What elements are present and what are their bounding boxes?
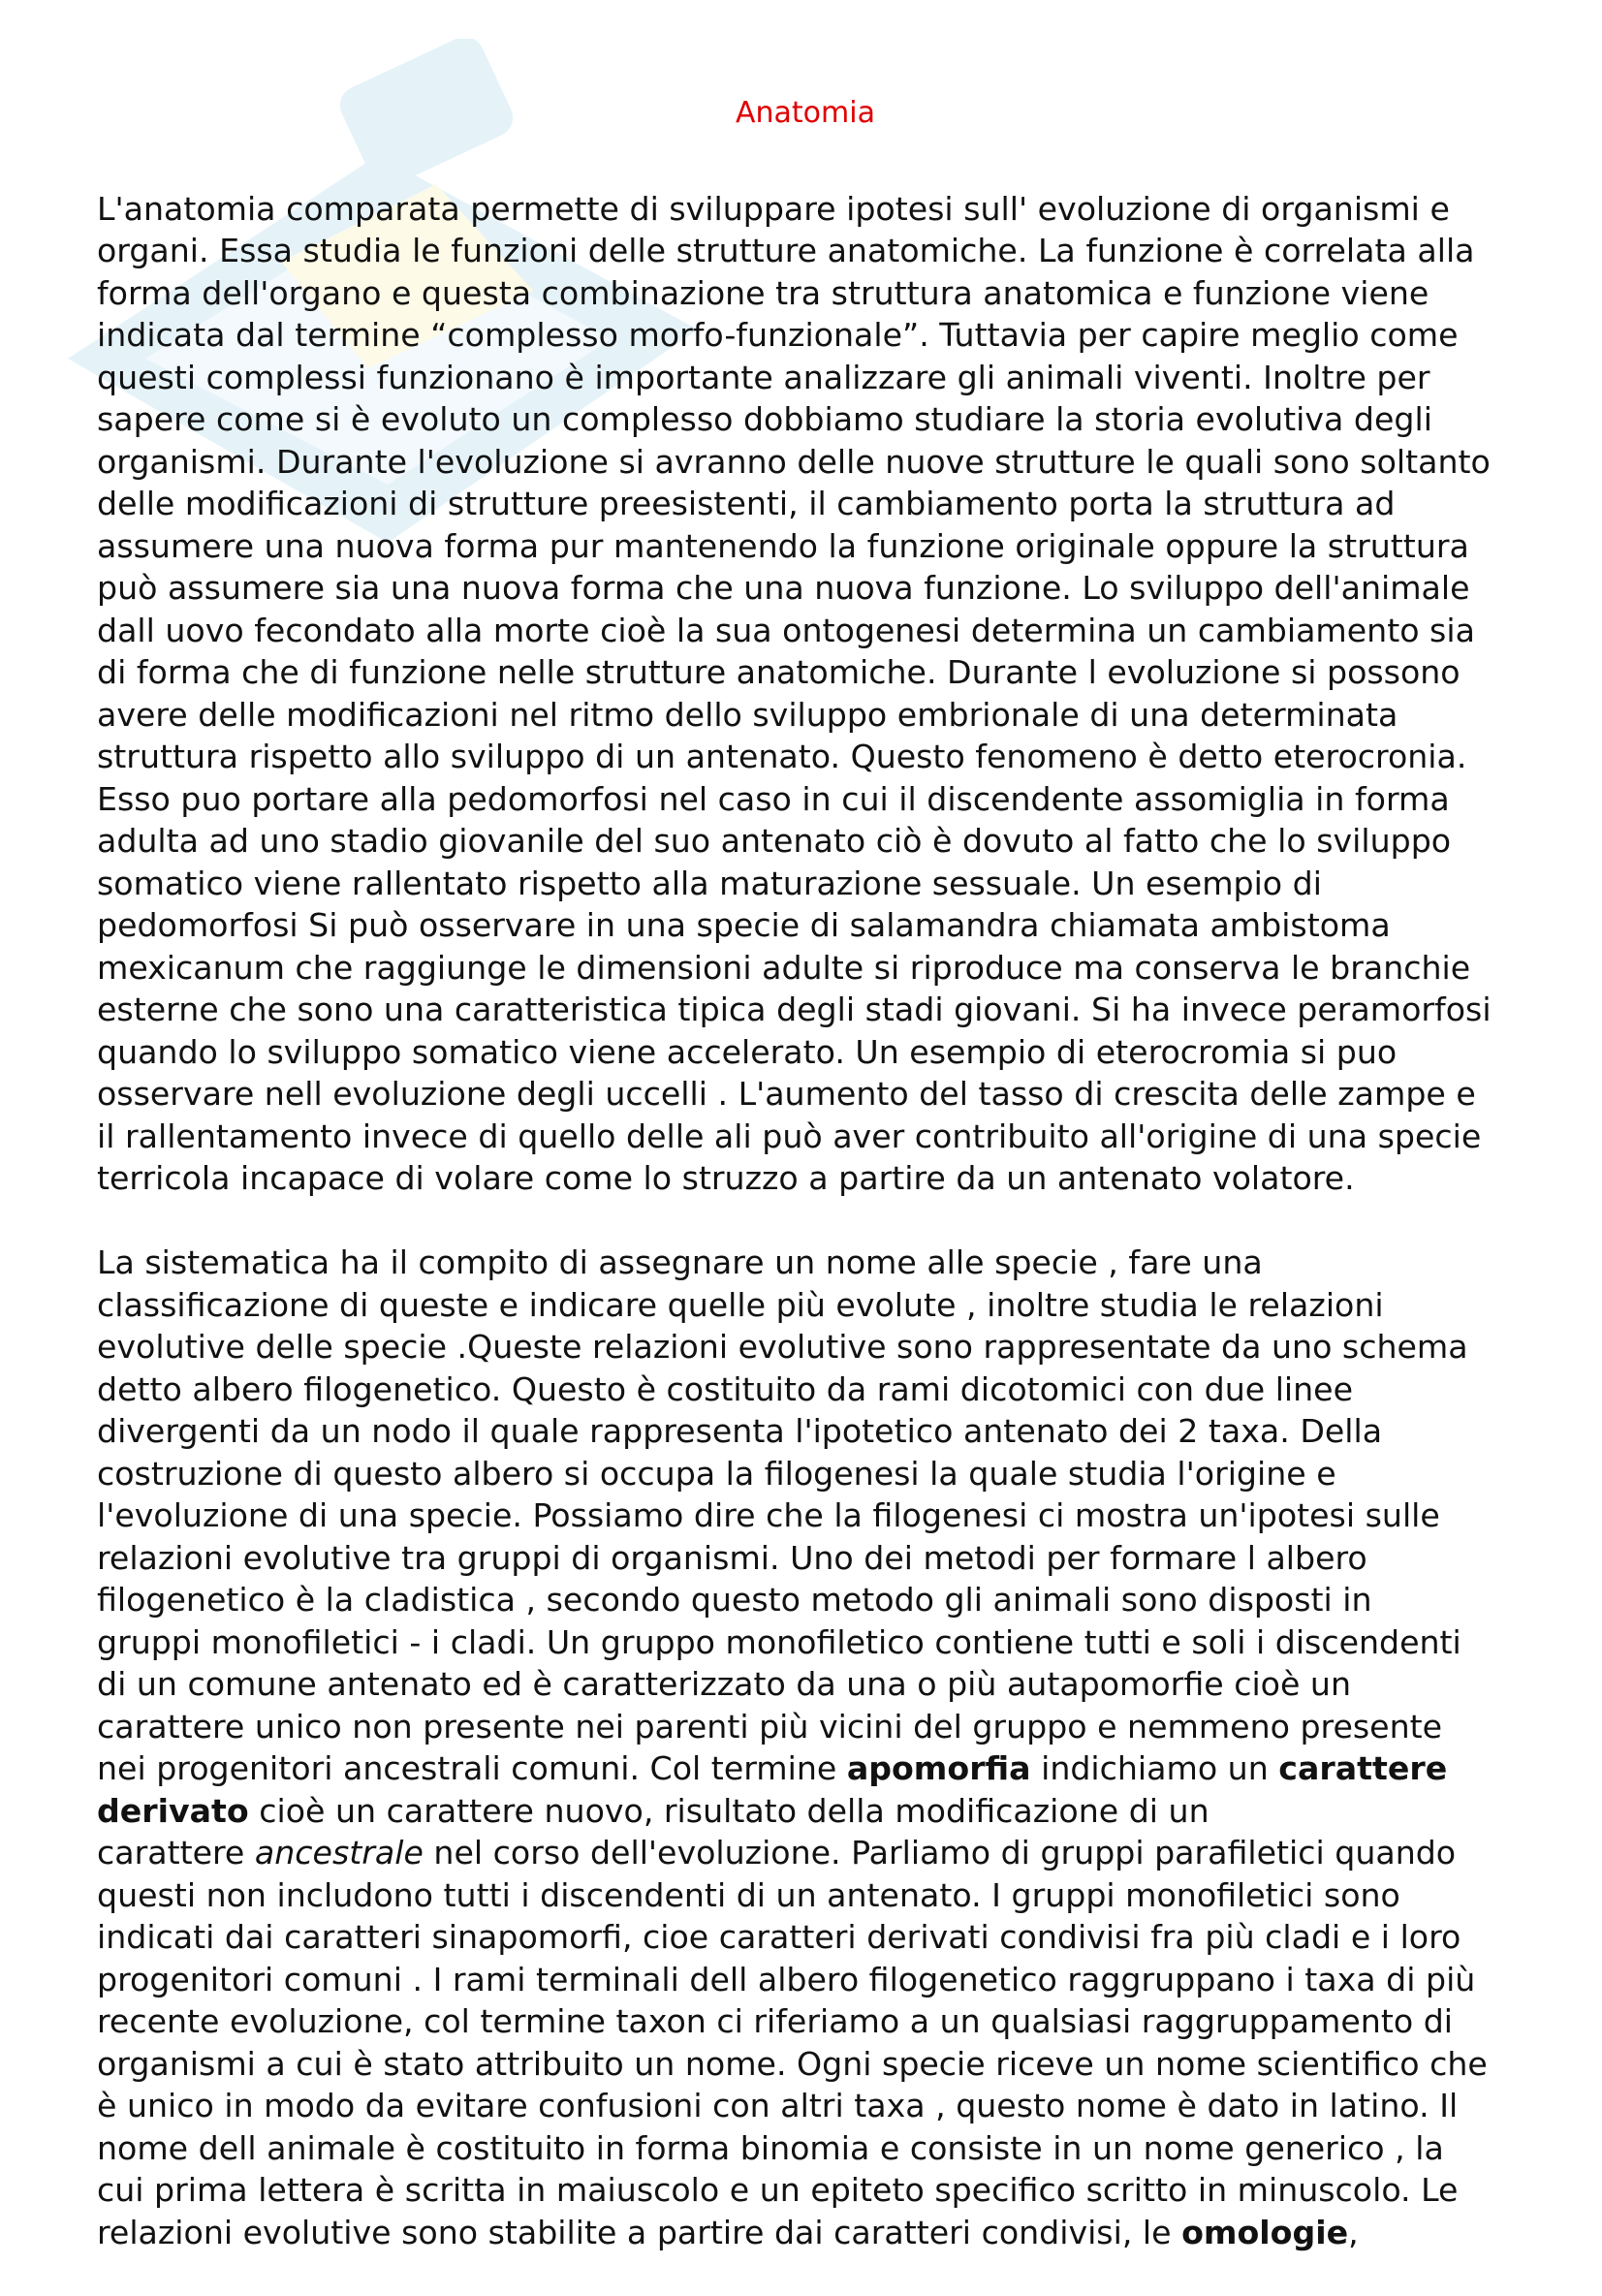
text-line: avere delle modificazioni nel ritmo dello sviluppo embrionale di una determinata	[97, 695, 1398, 734]
text-line: esterne che sono una caratteristica tipica degli stadi giovani. Si ha invece peramorfosi	[97, 991, 1492, 1028]
paragraph-sistematica	[97, 1242, 1512, 2253]
text-line: pedomorfosi Si può osservare in una specie di salamandra chiamata ambistoma	[97, 906, 1391, 944]
text-line: osservare nell evoluzione degli uccelli . L'aumento del tasso di crescita delle zampe e	[97, 1075, 1476, 1113]
text-line: evolutive delle specie .Queste relazioni evolutive sono rappresentate da uno schema	[97, 1328, 1468, 1366]
text-line: somatico viene rallentato rispetto alla maturazione sessuale. Un esempio di	[97, 864, 1322, 902]
text-line: può assumere sia una nuova forma che una nuova funzione. Lo sviluppo dell'animale	[97, 569, 1470, 607]
text-line: assumere una nuova forma pur mantenendo la funzione originale oppure la struttura	[97, 526, 1469, 565]
text-fragment: indichiamo un	[1030, 1749, 1279, 1787]
text-fragment: carattere	[97, 1834, 255, 1871]
paragraph-anatomia-comparata	[97, 188, 1512, 1200]
text-line: relazioni evolutive tra gruppi di organismi. Uno dei metodi per formare l albero	[97, 1538, 1367, 1577]
text-line: terricola incapace di volare come lo struzzo a partire da un antenato volatore.	[97, 1159, 1355, 1197]
bold-term-carattere: carattere	[1278, 1749, 1448, 1787]
text-line: nei progenitori ancestrali comuni. Col termine	[97, 1749, 847, 1787]
document-body	[97, 145, 1512, 2296]
text-line: forma dell'organo e questa combinazione tra struttura anatomica e funzione viene	[97, 273, 1429, 312]
text-line: il rallentamento invece di quello delle ali può aver contribuito all'origine di una specie	[97, 1117, 1482, 1155]
text-line: quando lo sviluppo somatico viene accelerato. Un esempio di eterocromia si puo	[97, 1032, 1398, 1071]
document-title	[97, 89, 1512, 138]
document-title-text: Anatomia	[736, 96, 875, 130]
text-line: La sistematica ha il compito di assegnare un nome alle specie , fare una	[97, 1243, 1263, 1281]
text-line: indicati dai caratteri sinapomorfi, cioe caratteri derivati condivisi fra più cladi e i loro	[97, 1918, 1461, 1956]
text-line: è unico in modo da evitare confusioni con altri taxa , questo nome è dato in latino. Il	[97, 2087, 1459, 2124]
text-line: Esso puo portare alla pedomorfosi nel caso in cui il discendente assomiglia in forma	[97, 779, 1450, 818]
text-line: l'evoluzione di una specie. Possiamo dire che la filogenesi ci mostra un'ipotesi sulle	[97, 1496, 1440, 1534]
text-line: classificazione di queste e indicare quelle più evolute , inoltre studia le relazioni	[97, 1285, 1384, 1324]
text-line: detto albero filogenetico. Questo è costituito da rami dicotomici con due linee	[97, 1369, 1354, 1408]
text-line: questi non includono tutti i discendenti di un antenato. I gruppi monofiletici sono	[97, 1875, 1400, 1914]
text-line: progenitori comuni . I rami terminali dell albero filogenetico raggruppano i taxa di più	[97, 1960, 1476, 1998]
text-line: organi. Essa studia le funzioni delle strutture anatomiche. La funzione è correlata alla	[97, 232, 1475, 269]
text-line: questi complessi funzionano è importante analizzare gli animali viventi. Inoltre per	[97, 358, 1430, 396]
text-line: struttura rispetto allo sviluppo di un antenato. Questo fenomeno è detto eterocronia.	[97, 738, 1467, 775]
bold-term-omologie: omologie	[1181, 2213, 1349, 2251]
text-line: filogenetico è la cladistica , secondo questo metodo gli animali sono disposti in	[97, 1581, 1372, 1619]
text-fragment: ,	[1348, 2213, 1359, 2251]
text-line: mexicanum che raggiunge le dimensioni adulte si riproduce ma conserva le branchie	[97, 948, 1471, 987]
bold-term-apomorfia: apomorfia	[846, 1749, 1031, 1787]
text-line: di forma che di funzione nelle strutture anatomiche. Durante l evoluzione si possono	[97, 653, 1461, 691]
text-line: cui prima lettera è scritta in maiuscolo e un epiteto specifico scritto in minuscolo. Le	[97, 2171, 1459, 2209]
text-line: sapere come si è evoluto un complesso dobbiamo studiare la storia evolutiva degli	[97, 400, 1432, 438]
text-line: carattere unico non presente nei parenti più vicini del gruppo e nemmeno presente	[97, 1707, 1443, 1746]
text-line: costruzione di questo albero si occupa la filogenesi la quale studia l'origine e	[97, 1454, 1336, 1493]
text-line: dall uovo fecondato alla morte cioè la sua ontogenesi determina un cambiamento sia	[97, 611, 1475, 649]
bold-term-derivato: derivato	[97, 1791, 249, 1830]
text-line: L'anatomia comparata permette di sviluppare ipotesi sull' evoluzione di organismi e	[97, 189, 1450, 228]
text-line: indicata dal termine “complesso morfo-funzionale”. Tuttavia per capire meglio come	[97, 316, 1459, 354]
document-page	[97, 89, 1512, 2296]
text-line: nome dell animale è costituito in forma binomia e consiste in un nome generico , la	[97, 2128, 1444, 2167]
text-line: gruppi monofiletici - i cladi. Un gruppo monofiletico contiene tutti e soli i discendenti	[97, 1622, 1461, 1661]
text-line: relazioni evolutive sono stabilite a partire dai caratteri condivisi, le	[97, 2213, 1182, 2251]
text-line: recente evoluzione, col termine taxon ci riferiamo a un qualsiasi raggruppamento di	[97, 2002, 1453, 2040]
text-line: adulta ad uno stadio giovanile del suo antenato ciò è dovuto al fatto che lo sviluppo	[97, 822, 1452, 860]
text-line: organismi. Durante l'evoluzione si avranno delle nuove strutture le quali sono soltanto	[97, 442, 1491, 481]
text-line: nel corso dell'evoluzione. Parliamo di gruppi parafiletici quando	[423, 1834, 1457, 1871]
text-line: organismi a cui è stato attribuito un nome. Ogni specie riceve un nome scientifico che	[97, 2044, 1488, 2083]
text-line: divergenti da un nodo il quale rappresenta l'ipotetico antenato dei 2 taxa. Della	[97, 1412, 1383, 1450]
text-line: delle modificazioni di strutture preesistenti, il cambiamento porta la struttura ad	[97, 485, 1396, 522]
text-fragment: cioè un carattere nuovo, risultato della modificazione di un	[248, 1791, 1209, 1830]
italic-term-ancestrale: ancestrale	[254, 1834, 424, 1871]
text-line: di un comune antenato ed è caratterizzato da una o più autapomorfie cioè un	[97, 1665, 1352, 1703]
